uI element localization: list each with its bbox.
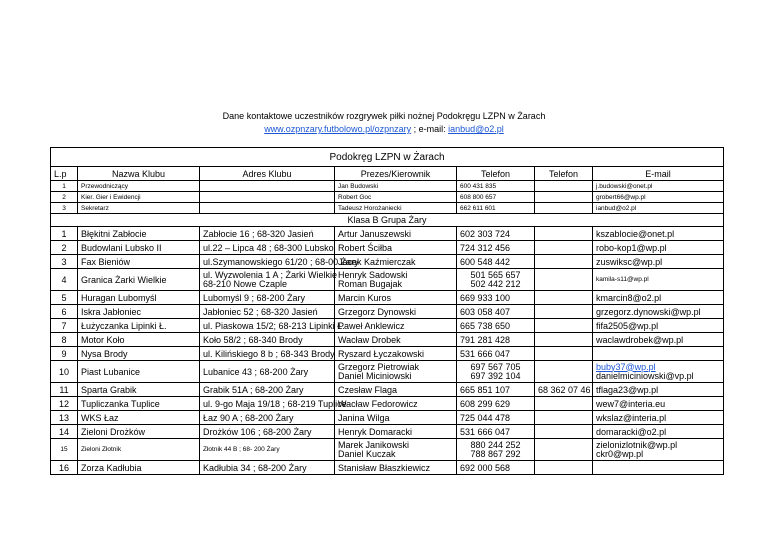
- club-phone: [457, 269, 535, 291]
- row-number: 3: [51, 255, 78, 269]
- club-address: Kadłubia 34 ; 68-200 Żary: [200, 461, 335, 475]
- board-row: [51, 203, 724, 214]
- club-phone: 791 281 428: [457, 333, 535, 347]
- line-2: Daniel Kuczak: [338, 448, 396, 459]
- club-phone: 665 738 650: [457, 319, 535, 333]
- club-president: Wacław Fedorowicz: [335, 397, 457, 411]
- column-header-row: [51, 167, 724, 181]
- col-club-address: Adres Klubu: [200, 167, 335, 181]
- club-row: [51, 439, 724, 461]
- board-row: [51, 181, 724, 192]
- club-address: Złotnik 44 B ; 68- 200 Żary: [200, 439, 335, 461]
- row-number: 16: [51, 461, 78, 475]
- email-separator: ; e-mail:: [411, 124, 449, 134]
- club-president: Ryszard Łyczakowski: [335, 347, 457, 361]
- col-president: Prezes/Kierownik: [335, 167, 457, 181]
- line-1: 501 565 657: [470, 269, 521, 280]
- email-link[interactable]: ianbud@o2.pl: [448, 124, 504, 134]
- club-president: Grzegorz Dynowski: [335, 305, 457, 319]
- club-phone-2: [535, 425, 593, 439]
- club-phone-2: [535, 411, 593, 425]
- club-email: kszablocie@onet.pl: [593, 227, 724, 241]
- club-phone: 724 312 456: [457, 241, 535, 255]
- club-phone: 602 303 724: [457, 227, 535, 241]
- club-president: [335, 361, 457, 383]
- club-email: waclawdrobek@wp.pl: [593, 333, 724, 347]
- club-president: Stanisław Błaszkiewicz: [335, 461, 457, 475]
- board-email: ianbud@o2.pl: [593, 203, 724, 214]
- club-phone: 603 058 407: [457, 305, 535, 319]
- club-row: [51, 319, 724, 333]
- club-phone: 669 933 100: [457, 291, 535, 305]
- club-row: [51, 269, 724, 291]
- club-email: [593, 439, 724, 461]
- club-email: [593, 361, 724, 383]
- row-number: 11: [51, 383, 78, 397]
- board-phone: 608 800 657: [457, 192, 535, 203]
- club-address: Zabłocie 16 ; 68-320 Jasień: [200, 227, 335, 241]
- board-role: Kier. Gier i Ewidencji: [78, 192, 200, 203]
- row-number: 1: [51, 227, 78, 241]
- line-2: 697 392 104: [470, 370, 521, 381]
- club-address: Drożków 106 ; 68-200 Żary: [200, 425, 335, 439]
- club-email: tflaga23@wp.pl: [593, 383, 724, 397]
- board-phone: 600 431 835: [457, 181, 535, 192]
- club-phone-2: [535, 333, 593, 347]
- line-2: Roman Bugajak: [338, 278, 403, 289]
- club-email: kmarcin8@o2.pl: [593, 291, 724, 305]
- board-email: j.budowski@onet.pl: [593, 181, 724, 192]
- club-phone: 665 851 107: [457, 383, 535, 397]
- line-1: Grzegorz Pietrowiak: [338, 361, 420, 372]
- website-link[interactable]: www.ozpnzary.futbolowo.pl/ozpnzary: [264, 124, 412, 134]
- line-1: 697 567 705: [470, 361, 521, 372]
- club-phone: 531 666 047: [457, 347, 535, 361]
- club-name: WKS Łaz: [78, 411, 200, 425]
- club-address: [200, 269, 335, 291]
- club-president: Henryk Domaracki: [335, 425, 457, 439]
- club-phone-2: [535, 319, 593, 333]
- row-number: 8: [51, 333, 78, 347]
- club-row: [51, 255, 724, 269]
- col-lp: L.p: [51, 167, 78, 181]
- club-president: Robert Ściłba: [335, 241, 457, 255]
- club-phone: [457, 361, 535, 383]
- club-phone: [457, 439, 535, 461]
- club-name: Zieloni Złotnik: [78, 439, 200, 461]
- col-phone: Telefon: [457, 167, 535, 181]
- board-phone: 662 611 601: [457, 203, 535, 214]
- club-row: [51, 305, 724, 319]
- club-email: kamila-s11@wp.pl: [593, 269, 724, 291]
- line-1: Henryk Sadowski: [338, 269, 408, 280]
- board-address: [200, 181, 335, 192]
- contacts-table: [50, 147, 724, 475]
- club-name: Łużyczanka Lipinki Ł.: [78, 319, 200, 333]
- line-1: ul. Wyzwolenia 1 A ; Żarki Wielkie: [203, 269, 337, 280]
- club-president: Wacław Drobek: [335, 333, 457, 347]
- col-club-name: Nazwa Klubu: [78, 167, 200, 181]
- club-phone-2: [535, 269, 593, 291]
- line-2: 502 442 212: [470, 278, 521, 289]
- board-person: Tadeusz Horożaniecki: [335, 203, 457, 214]
- line-2: Daniel Miciniowski: [338, 370, 412, 381]
- club-row: [51, 461, 724, 475]
- club-row: [51, 241, 724, 255]
- row-number: 5: [51, 291, 78, 305]
- document-title: Dane kontaktowe uczestników rozgrywek piłki nożnej Podokręgu LZPN w Żarach: [222, 111, 546, 121]
- club-row: [51, 425, 724, 439]
- club-email: [593, 347, 724, 361]
- club-address: Lubomyśl 9 ; 68-200 Żary: [200, 291, 335, 305]
- club-name: Huragan Lubomyśl: [78, 291, 200, 305]
- col-phone-2: Telefon: [535, 167, 593, 181]
- row-number: 13: [51, 411, 78, 425]
- board-person: Robert Goc: [335, 192, 457, 203]
- line-2: danielmiciniowski@vp.pl: [596, 370, 694, 381]
- club-name: Motor Koło: [78, 333, 200, 347]
- col-email: E-mail: [593, 167, 724, 181]
- club-row: [51, 227, 724, 241]
- club-email: [593, 461, 724, 475]
- club-phone: 531 666 047: [457, 425, 535, 439]
- club-phone-2: [535, 347, 593, 361]
- club-name: Zorza Kadłubia: [78, 461, 200, 475]
- board-phone-2: [535, 181, 593, 192]
- row-number: 14: [51, 425, 78, 439]
- club-row: [51, 333, 724, 347]
- board-phone-2: [535, 203, 593, 214]
- club-row: [51, 397, 724, 411]
- club-name: Tupliczanka Tuplice: [78, 397, 200, 411]
- row-number: 3: [51, 203, 78, 214]
- row-number: 1: [51, 181, 78, 192]
- line-1: zielonizlotnik@wp.pl: [596, 439, 678, 450]
- club-address: ul.Szymanowskiego 61/20 ; 68-00 Żary: [200, 255, 335, 269]
- club-phone-2: [535, 461, 593, 475]
- club-email: domaracki@o2.pl: [593, 425, 724, 439]
- club-address: Koło 58/2 ; 68-340 Brody: [200, 333, 335, 347]
- row-number: 10: [51, 361, 78, 383]
- row-number: 2: [51, 241, 78, 255]
- club-president: Janina Wilga: [335, 411, 457, 425]
- board-address: [200, 192, 335, 203]
- club-phone: 725 044 478: [457, 411, 535, 425]
- board-role: Sekretarz: [78, 203, 200, 214]
- club-phone-2: [535, 439, 593, 461]
- club-phone-2: [535, 361, 593, 383]
- line-2: ckr0@wp.pl: [596, 448, 644, 459]
- club-email: zuswiksc@wp.pl: [593, 255, 724, 269]
- club-phone-2: 68 362 07 46: [535, 383, 593, 397]
- line-1: buby37@wp.pl: [596, 361, 656, 372]
- club-email: robo-kop1@wp.pl: [593, 241, 724, 255]
- club-name: Iskra Jabłoniec: [78, 305, 200, 319]
- row-number: 7: [51, 319, 78, 333]
- line-2: 68-210 Nowe Czaple: [203, 278, 288, 289]
- line-1: Marek Janikowski: [338, 439, 410, 450]
- club-address: Grabik 51A ; 68-200 Żary: [200, 383, 335, 397]
- board-row: [51, 192, 724, 203]
- club-president: Artur Januszewski: [335, 227, 457, 241]
- club-address: ul. 9-go Maja 19/18 ; 68-219 Tuplice: [200, 397, 335, 411]
- row-number: 6: [51, 305, 78, 319]
- club-address: ul. Kilińskiego 8 b ; 68-343 Brody: [200, 347, 335, 361]
- club-email: fifa2505@wp.pl: [593, 319, 724, 333]
- club-phone-2: [535, 291, 593, 305]
- board-address: [200, 203, 335, 214]
- section-heading: Klasa B Grupa Żary: [51, 214, 724, 227]
- line-2: 788 867 292: [470, 448, 521, 459]
- club-row: [51, 383, 724, 397]
- club-president: Czesław Flaga: [335, 383, 457, 397]
- club-phone-2: [535, 255, 593, 269]
- club-email: wkslaz@interia.pl: [593, 411, 724, 425]
- club-email: wew7@interia.eu: [593, 397, 724, 411]
- club-president: [335, 439, 457, 461]
- table-caption: Podokręg LZPN w Żarach: [51, 148, 724, 167]
- club-address: ul.22 – Lipca 48 ; 68-300 Lubsko: [200, 241, 335, 255]
- club-phone-2: [535, 397, 593, 411]
- club-phone: 600 548 442: [457, 255, 535, 269]
- row-number: 4: [51, 269, 78, 291]
- club-row: [51, 291, 724, 305]
- club-name: Zieloni Drożków: [78, 425, 200, 439]
- club-name: Budowlani Lubsko II: [78, 241, 200, 255]
- club-row: [51, 411, 724, 425]
- club-phone: 692 000 568: [457, 461, 535, 475]
- club-address: Lubanice 43 ; 68-200 Żary: [200, 361, 335, 383]
- club-phone-2: [535, 305, 593, 319]
- club-row: [51, 347, 724, 361]
- row-number: 15: [51, 439, 78, 461]
- club-address: Jabłoniec 52 ; 68-320 Jasień: [200, 305, 335, 319]
- club-address: Łaz 90 A ; 68-200 Żary: [200, 411, 335, 425]
- club-row: [51, 361, 724, 383]
- club-email: grzegorz.dynowski@wp.pl: [593, 305, 724, 319]
- board-person: Jan Budowski: [335, 181, 457, 192]
- club-name: Błękitni Zabłocie: [78, 227, 200, 241]
- club-name: Piast Lubanice: [78, 361, 200, 383]
- row-number: 12: [51, 397, 78, 411]
- row-number: 2: [51, 192, 78, 203]
- club-phone: 608 299 629: [457, 397, 535, 411]
- club-president: [335, 269, 457, 291]
- row-number: 9: [51, 347, 78, 361]
- club-name: Sparta Grabik: [78, 383, 200, 397]
- board-role: Przewodniczący: [78, 181, 200, 192]
- board-email: grobert66@wp.pl: [593, 192, 724, 203]
- club-name: Fax Bieniów: [78, 255, 200, 269]
- club-phone-2: [535, 227, 593, 241]
- club-president: Jacek Kaźmierczak: [335, 255, 457, 269]
- club-name: Granica Żarki Wielkie: [78, 269, 200, 291]
- line-1: 880 244 252: [470, 439, 521, 450]
- club-president: Marcin Kuros: [335, 291, 457, 305]
- board-phone-2: [535, 192, 593, 203]
- club-name: Nysa Brody: [78, 347, 200, 361]
- club-address: ul. Piaskowa 15/2; 68-213 Lipinki Ł.: [200, 319, 335, 333]
- club-president: Paweł Anklewicz: [335, 319, 457, 333]
- contact-line: [0, 123, 768, 136]
- club-phone-2: [535, 241, 593, 255]
- document-header: [0, 110, 768, 136]
